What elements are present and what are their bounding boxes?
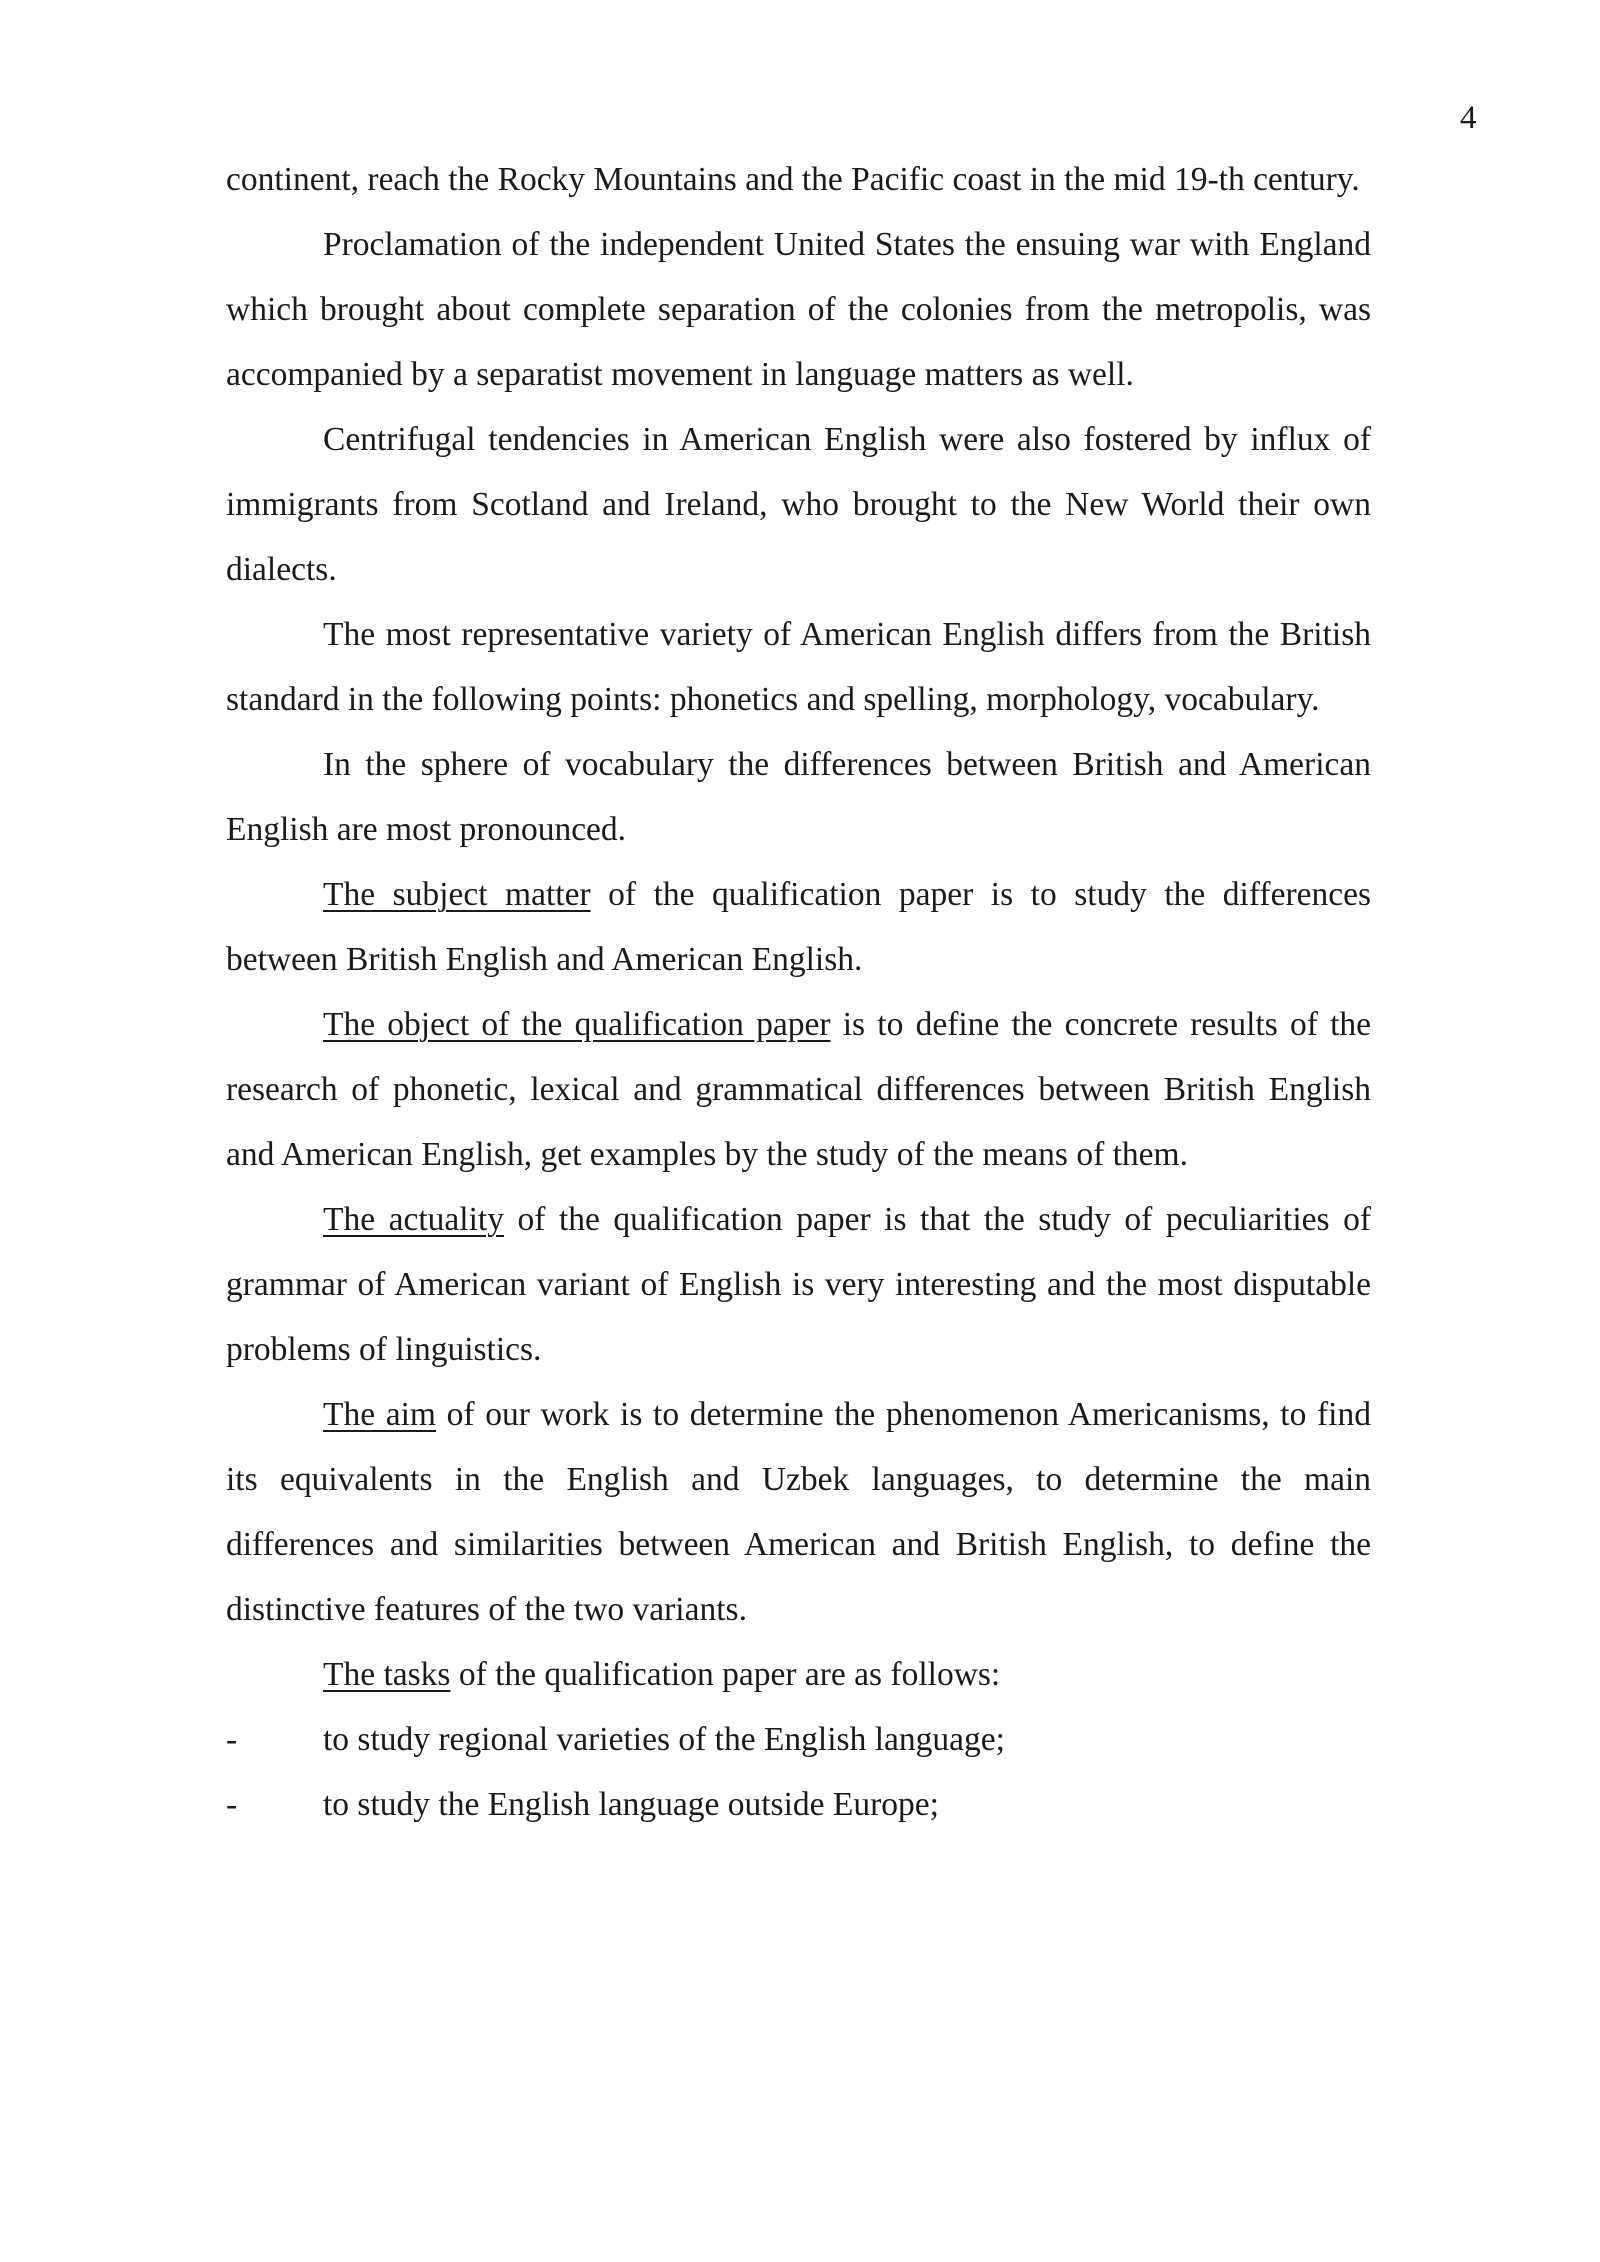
list-item: [226, 1707, 1371, 1772]
paragraph-text: of the qualification paper is that the study of peculiarities of grammar of American variant of English is very interesting and the most disputable problems of linguistics.: [226, 1201, 1372, 1368]
underlined-term: The subject matter: [323, 876, 591, 913]
underlined-term: The object of the qualification paper: [323, 1006, 831, 1043]
paragraph-text: continent, reach the Rocky Mountains and the Pacific coast in the mid 19-th century.: [226, 161, 1360, 198]
paragraph: [226, 862, 1371, 992]
paragraph: [226, 147, 1371, 212]
paragraph-text: The most representative variety of American English differs from the British standard in the following points: phonetics and spelling, morphology, vocabulary.: [226, 616, 1371, 718]
list-item: [226, 1772, 1371, 1837]
paragraph-text: of the qualification paper are as follows:: [450, 1656, 1001, 1693]
paragraph: [226, 602, 1371, 732]
document-body: [226, 147, 1371, 1837]
paragraph: [226, 1382, 1371, 1642]
list-bullet: -: [226, 1721, 238, 1758]
paragraph: [226, 407, 1371, 602]
paragraph-text: In the sphere of vocabulary the differences between British and American English are most pronounced.: [226, 746, 1371, 848]
list-bullet: -: [226, 1786, 238, 1823]
paragraph: [226, 732, 1371, 862]
paragraph: [226, 1642, 1371, 1707]
paragraph: [226, 1187, 1371, 1382]
paragraph-text: of the qualification paper is to study the differences between British English and American English.: [226, 876, 1371, 978]
paragraph-text: Centrifugal tendencies in American English were also fostered by influx of immigrants from Scotland and Ireland, who brought to the New World their own dialects.: [226, 421, 1371, 588]
paragraph: [226, 992, 1371, 1187]
page-number: 4: [1460, 100, 1477, 136]
paragraph: [226, 212, 1371, 407]
underlined-term: The aim: [323, 1396, 436, 1433]
task-list: [226, 1707, 1371, 1837]
paragraph-text: of our work is to determine the phenomenon Americanisms, to find its equivalents in the English and Uzbek languages, to determine the main differences and similarities between American and British English, to define the distinctive features of the two variants.: [226, 1396, 1371, 1628]
paragraphs: [226, 147, 1371, 1707]
list-item-text: to study regional varieties of the English language;: [323, 1721, 1005, 1758]
underlined-term: The tasks: [323, 1656, 451, 1693]
paragraph-text: is to define the concrete results of the research of phonetic, lexical and grammatical differences between British English and American English, get examples by the study of the means of them.: [226, 1006, 1371, 1173]
list-item-text: to study the English language outside Europe;: [323, 1786, 939, 1823]
underlined-term: The actuality: [323, 1201, 504, 1238]
paragraph-text: Proclamation of the independent United States the ensuing war with England which brought about complete separation of the colonies from the metropolis, was accompanied by a separatist movement in language matters as well.: [226, 226, 1371, 393]
